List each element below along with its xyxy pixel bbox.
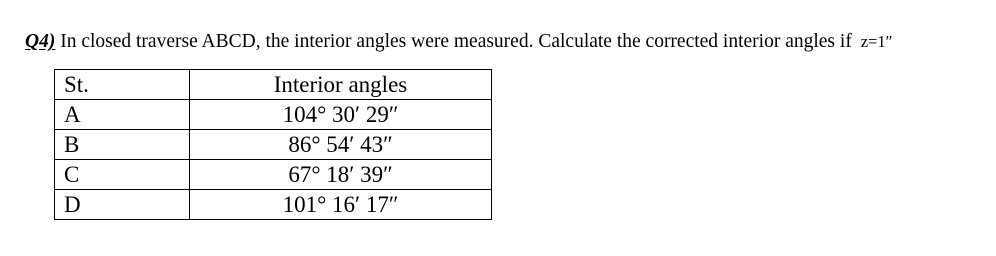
station-cell: D <box>55 190 190 220</box>
angle-cell: 86° 54′ 43″ <box>190 130 492 160</box>
question-body: In closed traverse ABCD, the interior angles were measured. Calculate the corrected interior angles if <box>55 31 852 52</box>
interior-angles-table <box>54 69 492 220</box>
question-number: Q4) <box>25 31 56 52</box>
angle-cell: 67° 18′ 39″ <box>190 160 492 190</box>
header-interior-angles: Interior angles <box>190 70 492 100</box>
z-value: z=1″ <box>860 32 893 51</box>
angle-cell: 101° 16′ 17″ <box>190 190 492 220</box>
angle-cell: 104° 30′ 29″ <box>190 100 492 130</box>
station-cell: B <box>55 130 190 160</box>
header-station: St. <box>55 70 190 100</box>
question-text <box>25 30 892 54</box>
table-row <box>55 160 492 190</box>
table-header-row <box>55 70 492 100</box>
table-row <box>55 190 492 220</box>
table-row <box>55 100 492 130</box>
station-cell: A <box>55 100 190 130</box>
table-row <box>55 130 492 160</box>
station-cell: C <box>55 160 190 190</box>
